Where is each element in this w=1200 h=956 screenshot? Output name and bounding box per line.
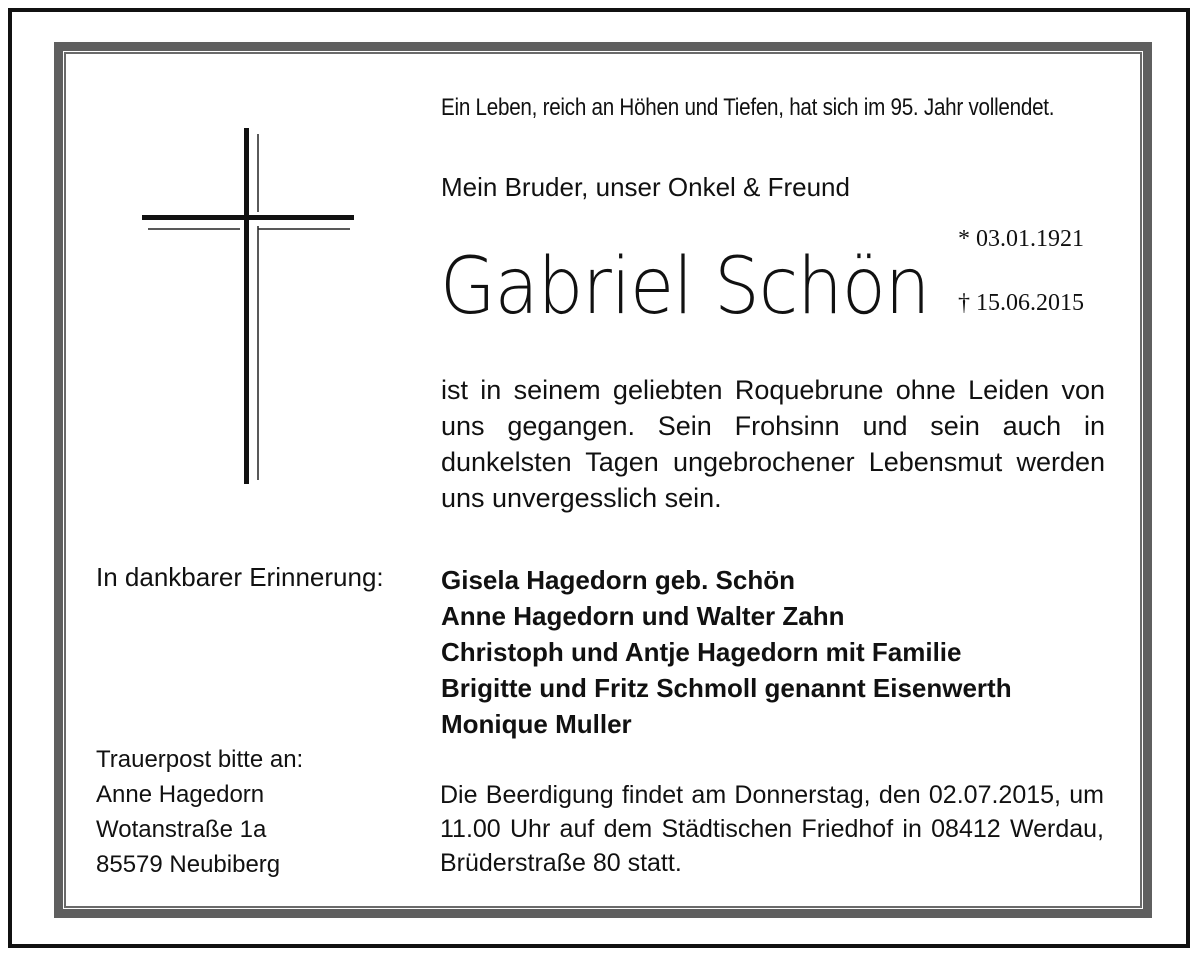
obituary-text: ist in seinem geliebten Roquebrune ohne Leiden von uns gegangen. Sein Frohsinn und sein auch in dunkelsten Tagen ungebrochener Lebensmut werden uns unvergesslich sein. <box>441 375 1105 513</box>
relation-line: Mein Bruder, unser Onkel & Freund <box>441 172 850 202</box>
mourner: Monique Muller <box>441 709 632 739</box>
mourner: Anne Hagedorn und Walter Zahn <box>441 601 845 631</box>
death-date: † 15.06.2015 <box>958 290 1084 316</box>
tagline: Ein Leben, reich an Höhen und Tiefen, hat sich im 95. Jahr vollendet. <box>441 94 1055 121</box>
condolence-address <box>96 742 303 882</box>
mourner: Brigitte und Fritz Schmoll genannt Eisenwerth <box>441 673 1012 703</box>
deceased-name: Gabriel Schön <box>440 242 930 332</box>
funeral-info: Die Beerdigung findet am Donnerstag, den 02.07.2015, um 11.00 Uhr auf dem Städtischen Friedhof in 08412 Werdau, Brüderstraße 80 statt. <box>440 781 1104 877</box>
memory-label: In dankbarer Erinnerung: <box>96 562 384 592</box>
address-city: 85579 Neubiberg <box>96 851 281 878</box>
mourners-list <box>441 562 1012 742</box>
birth-date: * 03.01.1921 <box>958 226 1084 252</box>
address-name: Anne Hagedorn <box>96 781 265 808</box>
mourner: Christoph und Antje Hagedorn mit Familie <box>441 637 962 667</box>
address-label: Trauerpost bitte an: <box>96 746 304 773</box>
mourner: Gisela Hagedorn geb. Schön <box>441 565 795 595</box>
address-street: Wotanstraße 1a <box>96 816 267 843</box>
